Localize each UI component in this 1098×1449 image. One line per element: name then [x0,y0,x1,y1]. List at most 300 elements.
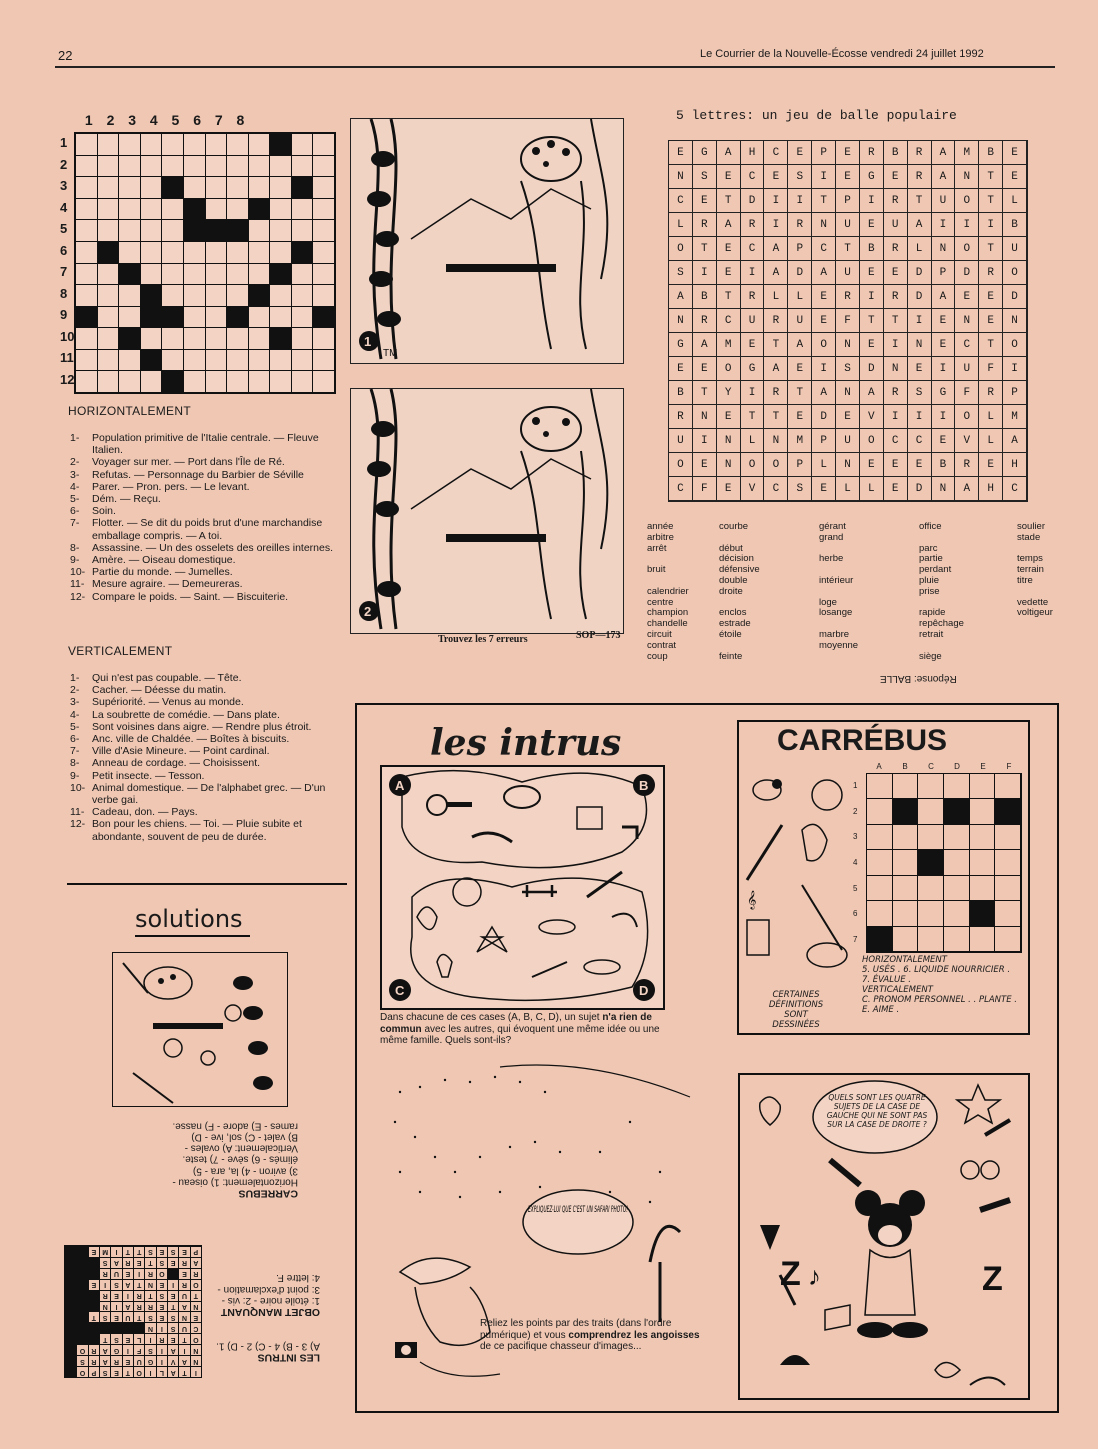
word-search-letter[interactable]: I [884,333,908,357]
crossword-cell[interactable] [270,242,291,263]
word-search-letter[interactable]: O [717,357,741,381]
crossword-cell[interactable] [76,285,97,306]
word-search-letter[interactable]: U [836,213,860,237]
crossword-cell[interactable] [141,371,162,392]
crossword-cell[interactable] [292,156,313,177]
crossword-cell[interactable] [98,285,119,306]
crossword-cell[interactable] [141,199,162,220]
word-search-letter[interactable]: A [764,237,788,261]
crossword-cell[interactable] [184,285,205,306]
word-search-letter[interactable]: I [741,261,765,285]
crossword-grid[interactable] [74,132,336,394]
crossword-cell[interactable] [162,220,183,241]
crossword-cell[interactable] [227,285,248,306]
word-search-letter[interactable]: N [836,333,860,357]
word-search-letter[interactable]: A [693,333,717,357]
word-search-letter[interactable]: C [669,477,693,501]
word-search-letter[interactable]: C [669,189,693,213]
word-search-letter[interactable]: P [836,189,860,213]
word-search-letter[interactable]: N [955,309,979,333]
crossword-cell[interactable] [313,156,334,177]
word-search-letter[interactable]: C [741,237,765,261]
word-search-letter[interactable]: E [908,453,932,477]
word-search-letter[interactable]: E [717,165,741,189]
word-search-letter[interactable]: O [860,429,884,453]
crossword-cell[interactable] [313,285,334,306]
carrebus-cell[interactable] [995,850,1021,875]
word-search-letter[interactable]: T [884,309,908,333]
crossword-cell[interactable] [249,134,270,155]
word-search-letter[interactable]: O [812,333,836,357]
word-search-letter[interactable]: U [741,309,765,333]
word-search-letter[interactable]: N [1003,309,1027,333]
crossword-cell[interactable] [206,156,227,177]
crossword-cell[interactable] [270,177,291,198]
carrebus-cell[interactable] [970,876,996,901]
word-search-letter[interactable]: R [884,285,908,309]
word-search-letter[interactable]: L [669,213,693,237]
word-search-letter[interactable]: E [955,285,979,309]
word-search-letter[interactable]: U [669,429,693,453]
word-search-letter[interactable]: T [788,381,812,405]
crossword-cell[interactable] [270,285,291,306]
word-search-letter[interactable]: L [979,429,1003,453]
crossword-cell[interactable] [227,177,248,198]
crossword-cell[interactable] [249,242,270,263]
word-search-letter[interactable]: U [836,429,860,453]
carrebus-cell[interactable] [867,876,893,901]
word-search-letter[interactable]: C [908,429,932,453]
crossword-cell[interactable] [76,264,97,285]
carrebus-cell[interactable] [918,799,944,824]
word-search-letter[interactable]: A [955,477,979,501]
word-search-letter[interactable]: E [669,141,693,165]
word-search-letter[interactable]: B [860,237,884,261]
word-search-letter[interactable]: S [693,165,717,189]
word-search-letter[interactable]: B [932,453,956,477]
word-search-letter[interactable]: E [836,141,860,165]
crossword-cell[interactable] [227,371,248,392]
carrebus-cell[interactable] [970,799,996,824]
word-search-letter[interactable]: E [884,261,908,285]
word-search-letter[interactable]: L [908,237,932,261]
word-search-letter[interactable]: S [669,261,693,285]
word-search-letter[interactable]: E [788,405,812,429]
word-search-letter[interactable]: L [979,405,1003,429]
word-search-letter[interactable]: E [932,309,956,333]
word-search-letter[interactable]: F [693,477,717,501]
word-search-letter[interactable]: I [693,429,717,453]
crossword-cell[interactable] [141,264,162,285]
crossword-cell[interactable] [119,285,140,306]
crossword-cell[interactable] [249,156,270,177]
crossword-cell[interactable] [292,264,313,285]
word-search-grid[interactable] [668,140,1028,502]
word-search-letter[interactable]: R [979,261,1003,285]
word-search-letter[interactable]: N [884,357,908,381]
crossword-cell[interactable] [313,199,334,220]
word-search-letter[interactable]: D [860,357,884,381]
crossword-cell[interactable] [119,371,140,392]
carrebus-cell[interactable] [867,825,893,850]
crossword-cell[interactable] [98,264,119,285]
crossword-cell[interactable] [206,199,227,220]
word-search-letter[interactable]: E [717,261,741,285]
word-search-letter[interactable]: A [932,141,956,165]
crossword-cell[interactable] [227,199,248,220]
crossword-cell[interactable] [270,307,291,328]
word-search-letter[interactable]: E [884,165,908,189]
word-search-letter[interactable]: S [908,381,932,405]
crossword-cell[interactable] [76,350,97,371]
crossword-cell[interactable] [141,156,162,177]
word-search-letter[interactable]: E [812,477,836,501]
crossword-cell[interactable] [184,134,205,155]
word-search-letter[interactable]: N [669,309,693,333]
word-search-letter[interactable]: N [932,477,956,501]
word-search-letter[interactable]: D [908,261,932,285]
crossword-cell[interactable] [313,264,334,285]
word-search-letter[interactable]: O [955,405,979,429]
word-search-letter[interactable]: R [979,381,1003,405]
word-search-letter[interactable]: E [693,357,717,381]
word-search-letter[interactable]: I [860,285,884,309]
crossword-cell[interactable] [98,134,119,155]
word-search-letter[interactable]: O [741,453,765,477]
word-search-letter[interactable]: E [932,429,956,453]
word-search-letter[interactable]: E [979,309,1003,333]
word-search-letter[interactable]: C [741,165,765,189]
word-search-letter[interactable]: E [812,285,836,309]
crossword-cell[interactable] [249,177,270,198]
word-search-letter[interactable]: A [764,261,788,285]
word-search-letter[interactable]: E [860,453,884,477]
word-search-letter[interactable]: O [669,453,693,477]
word-search-letter[interactable]: R [955,453,979,477]
crossword-cell[interactable] [119,350,140,371]
word-search-letter[interactable]: T [717,285,741,309]
word-search-letter[interactable]: M [788,429,812,453]
word-search-letter[interactable]: G [932,381,956,405]
word-search-letter[interactable]: A [812,261,836,285]
crossword-cell[interactable] [162,350,183,371]
word-search-letter[interactable]: G [693,141,717,165]
word-search-letter[interactable]: R [764,309,788,333]
carrebus-cell[interactable] [970,825,996,850]
word-search-letter[interactable]: I [812,165,836,189]
word-search-letter[interactable]: T [812,189,836,213]
word-search-letter[interactable]: A [932,285,956,309]
word-search-letter[interactable]: G [669,333,693,357]
word-search-letter[interactable]: M [955,141,979,165]
word-search-letter[interactable]: D [955,261,979,285]
carrebus-cell[interactable] [944,825,970,850]
crossword-cell[interactable] [249,371,270,392]
word-search-letter[interactable]: P [788,237,812,261]
crossword-cell[interactable] [227,350,248,371]
word-search-letter[interactable]: E [764,165,788,189]
crossword-cell[interactable] [206,371,227,392]
word-search-letter[interactable]: D [788,261,812,285]
carrebus-cell[interactable] [995,901,1021,926]
word-search-letter[interactable]: I [812,357,836,381]
word-search-letter[interactable]: E [932,333,956,357]
word-search-letter[interactable]: T [693,237,717,261]
crossword-cell[interactable] [270,199,291,220]
crossword-cell[interactable] [206,307,227,328]
crossword-cell[interactable] [227,242,248,263]
word-search-letter[interactable]: B [669,381,693,405]
word-search-letter[interactable]: E [884,477,908,501]
word-search-letter[interactable]: G [860,165,884,189]
carrebus-cell[interactable] [867,850,893,875]
word-search-letter[interactable]: E [669,357,693,381]
word-search-letter[interactable]: E [884,453,908,477]
word-search-letter[interactable]: P [812,141,836,165]
word-search-letter[interactable]: E [860,333,884,357]
crossword-cell[interactable] [206,242,227,263]
crossword-cell[interactable] [119,177,140,198]
word-search-letter[interactable]: I [908,405,932,429]
word-search-letter[interactable]: A [669,285,693,309]
word-search-letter[interactable]: R [908,165,932,189]
word-search-letter[interactable]: E [908,357,932,381]
word-search-letter[interactable]: U [788,309,812,333]
word-search-letter[interactable]: E [1003,165,1027,189]
word-search-letter[interactable]: V [741,477,765,501]
word-search-letter[interactable]: C [764,477,788,501]
word-search-letter[interactable]: P [932,261,956,285]
word-search-letter[interactable]: E [836,405,860,429]
word-search-letter[interactable]: O [1003,261,1027,285]
crossword-cell[interactable] [313,134,334,155]
word-search-letter[interactable]: I [693,261,717,285]
word-search-letter[interactable]: A [764,357,788,381]
crossword-cell[interactable] [313,242,334,263]
word-search-letter[interactable]: N [836,453,860,477]
word-search-letter[interactable]: F [836,309,860,333]
word-search-letter[interactable]: T [764,333,788,357]
word-search-letter[interactable]: E [1003,141,1027,165]
word-search-letter[interactable]: F [979,357,1003,381]
crossword-cell[interactable] [98,220,119,241]
word-search-letter[interactable]: A [717,213,741,237]
word-search-letter[interactable]: T [979,165,1003,189]
carrebus-cell[interactable] [893,901,919,926]
word-search-letter[interactable]: T [908,189,932,213]
crossword-cell[interactable] [206,134,227,155]
word-search-letter[interactable]: T [764,405,788,429]
word-search-letter[interactable]: D [908,477,932,501]
carrebus-cell[interactable] [918,876,944,901]
crossword-cell[interactable] [292,307,313,328]
crossword-cell[interactable] [292,134,313,155]
word-search-letter[interactable]: R [764,381,788,405]
crossword-cell[interactable] [313,350,334,371]
word-search-letter[interactable]: F [955,381,979,405]
carrebus-cell[interactable] [893,825,919,850]
crossword-cell[interactable] [249,350,270,371]
crossword-cell[interactable] [119,307,140,328]
crossword-cell[interactable] [119,242,140,263]
crossword-cell[interactable] [206,350,227,371]
crossword-cell[interactable] [141,328,162,349]
crossword-cell[interactable] [227,156,248,177]
carrebus-cell[interactable] [944,876,970,901]
word-search-letter[interactable]: T [836,237,860,261]
crossword-cell[interactable] [76,199,97,220]
crossword-cell[interactable] [249,307,270,328]
word-search-letter[interactable]: E [788,357,812,381]
word-search-letter[interactable]: A [717,141,741,165]
word-search-letter[interactable]: I [908,309,932,333]
word-search-letter[interactable]: I [932,213,956,237]
word-search-letter[interactable]: H [741,141,765,165]
crossword-cell[interactable] [270,156,291,177]
word-search-letter[interactable]: R [908,141,932,165]
word-search-letter[interactable]: D [812,405,836,429]
word-search-letter[interactable]: I [1003,357,1027,381]
carrebus-cell[interactable] [918,825,944,850]
crossword-cell[interactable] [206,328,227,349]
carrebus-cell[interactable] [944,774,970,799]
word-search-letter[interactable]: C [955,333,979,357]
crossword-cell[interactable] [162,285,183,306]
word-search-letter[interactable]: U [836,261,860,285]
carrebus-cell[interactable] [944,850,970,875]
word-search-letter[interactable]: L [836,477,860,501]
word-search-letter[interactable]: T [717,189,741,213]
word-search-letter[interactable]: N [955,165,979,189]
word-search-letter[interactable]: I [764,213,788,237]
word-search-letter[interactable]: T [979,237,1003,261]
word-search-letter[interactable]: C [1003,477,1027,501]
word-search-letter[interactable]: E [860,213,884,237]
word-search-letter[interactable]: R [693,213,717,237]
word-search-letter[interactable]: E [693,189,717,213]
word-search-letter[interactable]: A [932,165,956,189]
word-search-letter[interactable]: I [932,357,956,381]
crossword-cell[interactable] [292,285,313,306]
word-search-letter[interactable]: E [788,141,812,165]
word-search-letter[interactable]: R [836,285,860,309]
word-search-letter[interactable]: D [741,189,765,213]
carrebus-cell[interactable] [918,927,944,952]
crossword-cell[interactable] [249,220,270,241]
word-search-letter[interactable]: M [717,333,741,357]
word-search-letter[interactable]: U [955,357,979,381]
carrebus-cell[interactable] [893,850,919,875]
word-search-letter[interactable]: R [860,141,884,165]
word-search-letter[interactable]: U [932,189,956,213]
word-search-letter[interactable]: U [884,213,908,237]
word-search-letter[interactable]: R [884,381,908,405]
crossword-cell[interactable] [184,350,205,371]
word-search-letter[interactable]: I [884,405,908,429]
crossword-cell[interactable] [76,220,97,241]
crossword-cell[interactable] [162,199,183,220]
crossword-cell[interactable] [184,371,205,392]
word-search-letter[interactable]: E [836,165,860,189]
word-search-letter[interactable]: R [884,189,908,213]
word-search-letter[interactable]: I [764,189,788,213]
word-search-letter[interactable]: S [836,357,860,381]
crossword-cell[interactable] [98,350,119,371]
carrebus-cell[interactable] [995,927,1021,952]
crossword-cell[interactable] [141,242,162,263]
word-search-letter[interactable]: I [932,405,956,429]
word-search-letter[interactable]: D [908,285,932,309]
word-search-letter[interactable]: O [955,189,979,213]
crossword-cell[interactable] [162,328,183,349]
crossword-cell[interactable] [119,220,140,241]
word-search-letter[interactable]: O [669,237,693,261]
word-search-letter[interactable]: B [979,141,1003,165]
crossword-cell[interactable] [76,328,97,349]
crossword-cell[interactable] [313,220,334,241]
word-search-letter[interactable]: N [932,237,956,261]
word-search-letter[interactable]: P [812,429,836,453]
crossword-cell[interactable] [270,220,291,241]
crossword-cell[interactable] [206,285,227,306]
word-search-letter[interactable]: N [764,429,788,453]
word-search-letter[interactable]: L [741,429,765,453]
carrebus-cell[interactable] [995,825,1021,850]
crossword-cell[interactable] [184,242,205,263]
carrebus-grid[interactable] [866,773,1022,953]
crossword-cell[interactable] [292,220,313,241]
word-search-letter[interactable]: O [764,453,788,477]
crossword-cell[interactable] [76,156,97,177]
crossword-cell[interactable] [98,199,119,220]
word-search-letter[interactable]: C [717,309,741,333]
word-search-letter[interactable]: L [860,477,884,501]
crossword-cell[interactable] [76,177,97,198]
crossword-cell[interactable] [141,177,162,198]
crossword-cell[interactable] [184,328,205,349]
word-search-letter[interactable]: A [908,213,932,237]
word-search-letter[interactable]: B [884,141,908,165]
carrebus-cell[interactable] [970,927,996,952]
word-search-letter[interactable]: D [1003,285,1027,309]
crossword-cell[interactable] [98,328,119,349]
word-search-letter[interactable]: G [741,357,765,381]
word-search-letter[interactable]: E [979,285,1003,309]
word-search-letter[interactable]: B [693,285,717,309]
word-search-letter[interactable]: N [812,213,836,237]
word-search-letter[interactable]: I [955,213,979,237]
word-search-letter[interactable]: N [836,381,860,405]
crossword-cell[interactable] [270,350,291,371]
crossword-cell[interactable] [76,134,97,155]
crossword-cell[interactable] [162,242,183,263]
crossword-cell[interactable] [98,371,119,392]
crossword-cell[interactable] [76,371,97,392]
crossword-cell[interactable] [162,264,183,285]
word-search-letter[interactable]: P [788,453,812,477]
word-search-letter[interactable]: N [669,165,693,189]
word-search-letter[interactable]: O [955,237,979,261]
crossword-cell[interactable] [270,371,291,392]
word-search-letter[interactable]: A [860,381,884,405]
word-search-letter[interactable]: A [788,333,812,357]
carrebus-cell[interactable] [867,799,893,824]
word-search-letter[interactable]: T [979,189,1003,213]
crossword-cell[interactable] [206,177,227,198]
word-search-letter[interactable]: L [764,285,788,309]
crossword-cell[interactable] [141,134,162,155]
word-search-letter[interactable]: M [1003,405,1027,429]
